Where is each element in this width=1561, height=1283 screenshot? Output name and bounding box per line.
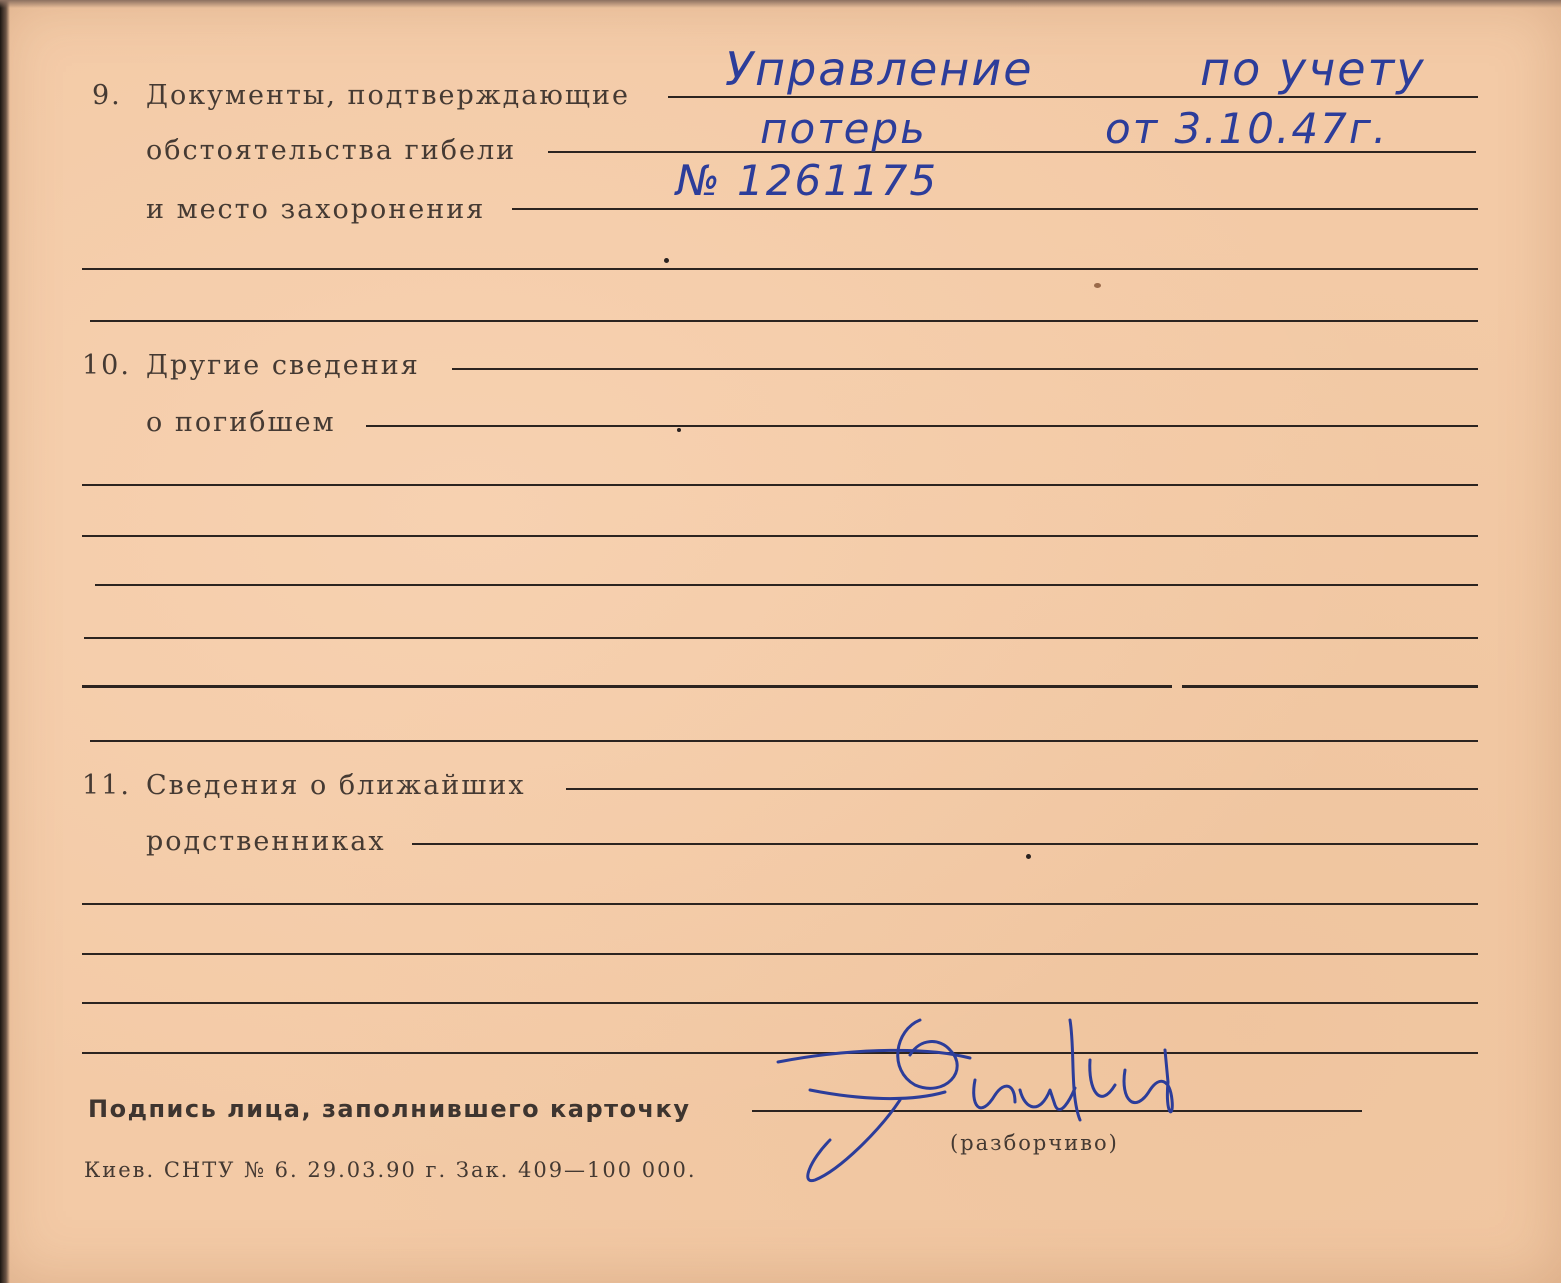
section-11-line-1 — [566, 788, 1478, 790]
signature-label: Подпись лица, заполнившего карточку — [88, 1095, 691, 1123]
ink-speck — [1026, 854, 1031, 859]
handwritten-management: Управление — [725, 42, 1034, 96]
section-9-label-line1: Документы, подтверждающие — [146, 80, 630, 111]
section-10-line-6 — [84, 637, 1478, 639]
section-9-number: 9. — [92, 80, 122, 111]
section-11-label-line2: родственниках — [146, 826, 386, 857]
section-10-line-1 — [452, 368, 1478, 370]
section-10-label-line2: о погибшем — [146, 407, 336, 438]
section-11-line-3 — [82, 903, 1478, 905]
section-9-line-4 — [82, 268, 1478, 270]
ink-speck — [677, 428, 681, 432]
ink-speck — [664, 258, 669, 263]
section-11-line-4 — [82, 953, 1478, 955]
stain-speck — [1094, 283, 1101, 288]
section-11-line-2 — [412, 843, 1478, 845]
handwritten-document-number: № 1261175 — [676, 156, 939, 205]
section-10-number: 10. — [82, 350, 131, 381]
section-11-line-5 — [82, 1002, 1478, 1004]
card-left-edge — [0, 0, 10, 1283]
section-10-label-line1: Другие сведения — [146, 350, 420, 381]
section-11-number: 11. — [82, 770, 131, 801]
section-10-line-7b — [1182, 685, 1478, 688]
signature-hint: (разборчиво) — [950, 1131, 1119, 1155]
section-10-line-2 — [366, 425, 1478, 427]
section-9-label-line3: и место захоронения — [146, 194, 486, 225]
section-11-label-line1: Сведения о ближайших — [146, 770, 526, 801]
section-10-line-3 — [82, 484, 1478, 486]
section-10-line-7a — [82, 685, 1172, 688]
handwritten-date: от 3.10.47г. — [1105, 104, 1389, 153]
section-10-line-8 — [90, 740, 1478, 742]
section-9-line-1 — [668, 96, 1478, 98]
section-9-line-5 — [90, 320, 1478, 322]
section-9-line-3 — [512, 208, 1478, 210]
handwritten-by-accounting: по учету — [1200, 42, 1426, 96]
print-info: Киев. СНТУ № 6. 29.03.90 г. Зак. 409—100 000. — [84, 1158, 697, 1182]
section-10-line-4 — [82, 535, 1478, 537]
card-top-edge — [0, 0, 1561, 8]
section-10-line-5 — [95, 584, 1478, 586]
handwritten-losses: потерь — [760, 104, 927, 153]
handwritten-signature — [770, 1010, 1200, 1190]
section-9-label-line2: обстоятельства гибели — [146, 135, 517, 166]
